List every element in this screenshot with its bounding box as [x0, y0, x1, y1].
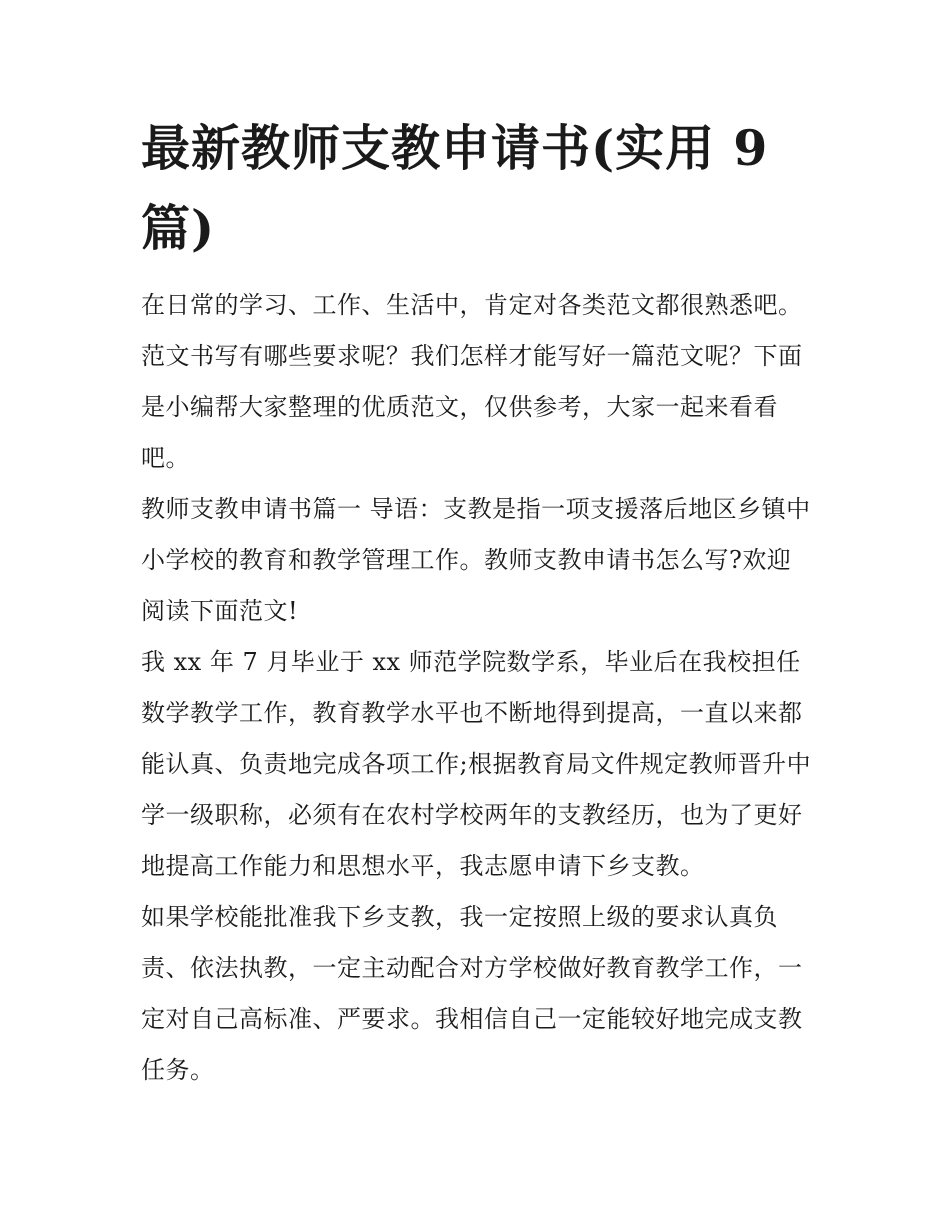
- document-title: 最新教师支教申请书(实用 9 篇): [141, 119, 769, 257]
- paragraph-background: 我 xx 年 7 月毕业于 xx 师范学院数学系，毕业后在我校担任数学教学工作，教育教学水平也不断地得到提高，一直以来都能认真、负责地完成各项工作;根据教育局文件规定教师晋升中学一级职称，必须有在农村学校两年的支教经历，也为了更好地提高工作能力和思想水平，我志愿申请下乡支教。: [141, 648, 812, 880]
- document-content: [141, 108, 813, 1096]
- paragraph-guide: 教师支教申请书篇一 导语：支教是指一项支援落后地区乡镇中小学校的教育和教学管理工作。教师支教申请书怎么写?欢迎阅读下面范文!: [141, 495, 811, 625]
- paragraph-intro: 在日常的学习、工作、生活中，肯定对各类范文都很熟悉吧。范文书写有哪些要求呢？我们怎样才能写好一篇范文呢？下面是小编帮大家整理的优质范文，仅供参考，大家一起来看看吧。: [141, 291, 803, 472]
- paragraph-commitment: 如果学校能批准我下乡支教，我一定按照上级的要求认真负责、依法执教，一定主动配合对方学校做好教育教学工作，一定对自己高标准、严要求。我相信自己一定能较好地完成支教任务。: [141, 903, 803, 1084]
